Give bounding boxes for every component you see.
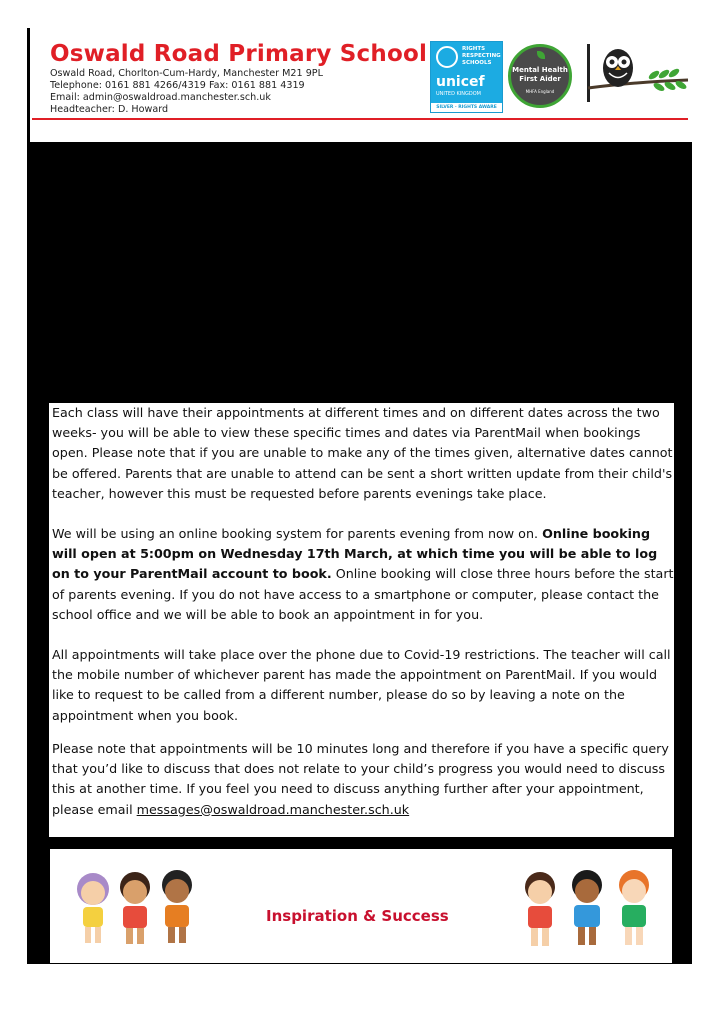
children-group-illustration-left (65, 865, 210, 949)
booking-closing-info: Online booking will close three hours before the start of parents evening. If you do not have access to a smartphone or computer, please contact the school office and we will be able to book an appointment in for you. (52, 566, 674, 622)
booking-opening-time: Online booking will open at 5:00pm on Wednesday 17th March, at which time you will be able to log on to your ParentMail account to book. (52, 526, 658, 582)
unicef-rights-respecting-logo (430, 41, 503, 113)
booking-intro: We will be using an online booking system for parents evening from now on. (52, 526, 543, 541)
mhfa-leaf-icon (537, 51, 545, 59)
unicef-wordmark: unicef (436, 74, 485, 90)
header-divider (32, 118, 688, 120)
owl-on-branch-icon (584, 42, 690, 104)
school-address: Oswald Road, Chorlton-Cum-Hardy, Manchester M21 9PL (50, 68, 323, 79)
school-email: Email: admin@oswaldroad.manchester.sch.uk (50, 92, 271, 103)
paragraph-online-booking (52, 524, 676, 625)
mhfa-title: Mental Health First Aider (512, 66, 568, 83)
footer-banner (50, 849, 672, 963)
paragraph-appointment-length (52, 739, 676, 820)
school-telephone: Telephone: 0161 881 4266/4319 Fax: 0161 881 4319 (50, 80, 305, 91)
school-motto: Inspiration & Success (266, 907, 449, 925)
headteacher: Headteacher: D. Howard (50, 104, 169, 115)
letter-body (49, 403, 674, 837)
paragraph-appointments: Each class will have their appointments at different times and on different dates across the two weeks- you will be able to view these specific times and dates via ParentMail when bookings open. Please note that if you are unable to make any of the times given, alternative dates cannot be offered. Parents that are unable to attend can be sent a short written update from their child's teacher, however this must be requested before parents evenings take place. (52, 405, 673, 501)
school-name: Oswald Road Primary School (50, 41, 428, 67)
paragraph-phone-appointments: All appointments will take place over the phone due to Covid-19 restrictions. The teacher will call the mobile number of whichever parent has made the appointment on ParentMail. If you would like to request to be called from a different number, please do so by leaving a note on the appointment when you book. (52, 647, 671, 723)
children-group-illustration-right (512, 863, 662, 953)
rights-respecting-text: RIGHTS RESPECTING SCHOOLS (462, 46, 501, 66)
mental-health-first-aider-logo (508, 44, 572, 108)
appointment-length-text: Please note that appointments will be 10 minutes long and therefore if you have a specific query that you’d like to discuss that does not relate to your child’s progress you would need to discuss this at another time. If you feel you need to discuss anything further after your appointment, please email (52, 741, 669, 817)
school-letterhead (50, 40, 427, 116)
unicef-globe-icon (436, 46, 458, 68)
messages-email-link[interactable]: messages@oswaldroad.manchester.sch.uk (136, 801, 410, 817)
unicef-country: UNITED KINGDOM (436, 91, 481, 97)
unicef-award-level: SILVER · RIGHTS AWARE (431, 103, 502, 112)
mhfa-subtitle: MHFA England (525, 89, 555, 94)
